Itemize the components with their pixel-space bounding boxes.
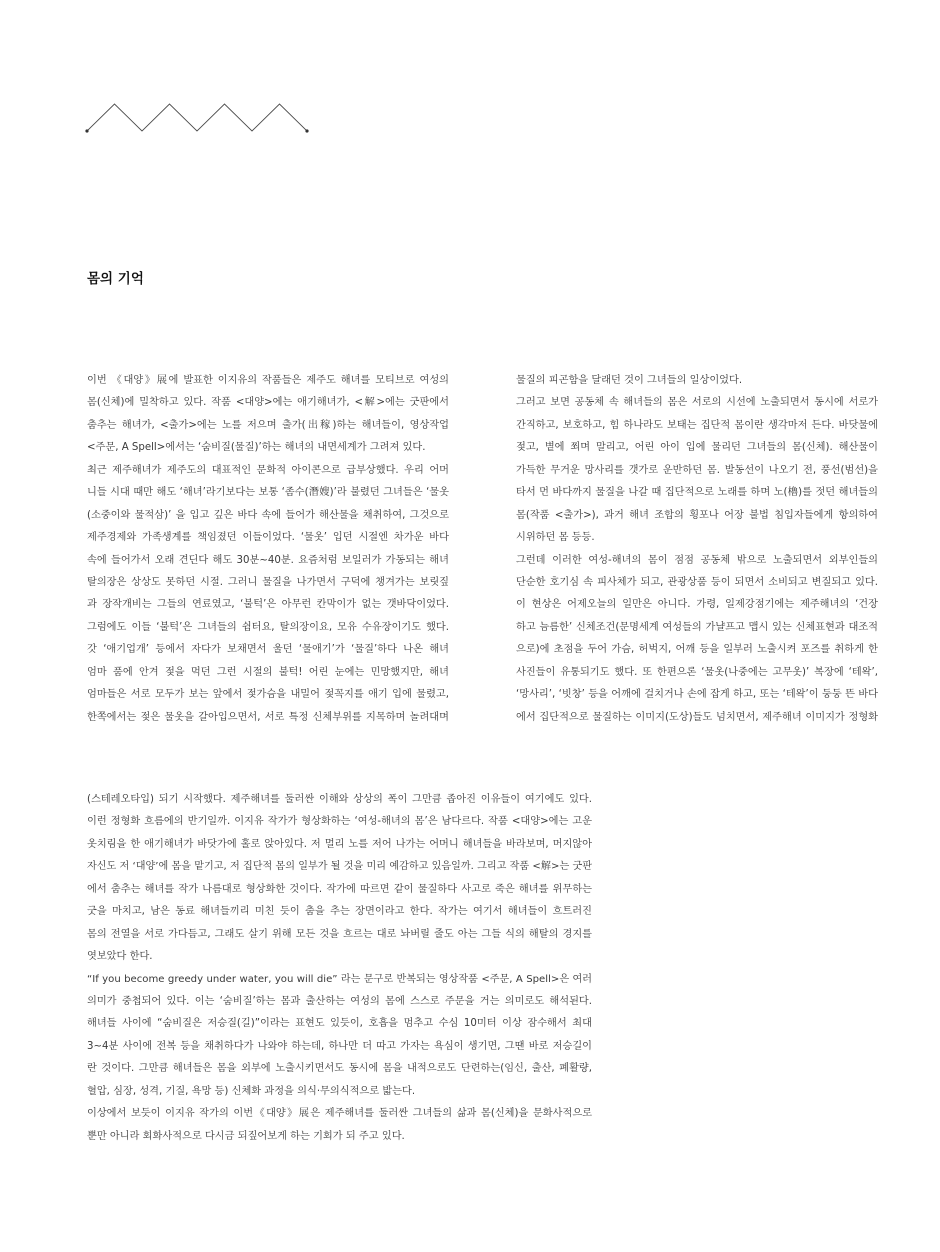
text-line: 자신도 저 ‘대양’에 몸을 맡기고, 저 집단적 몸의 일부가 될 것을 미리 예감하고 있음일까. 그리고 작품 <解>는 굿판 <box>87 861 592 873</box>
text-line: 해녀들 사이에 “숨비질은 저승질(길)”이라는 표현도 있듯이, 호흡을 멈추고 수심 10미터 이상 잠수해서 최대 <box>87 1018 592 1030</box>
text-line: 엄마들은 서로 모두가 보는 앞에서 젖가슴을 내밀어 젖꼭지를 애기 입에 물렸고, <box>87 689 449 701</box>
text-line: 엄마 품에 안겨 젖을 먹던 그런 시절의 불턱! 어린 눈에는 민망했지만, 해녀 <box>87 666 449 678</box>
text-line: 사진들이 유통되기도 했다. 또 한편으론 ‘물옷(나중에는 고무옷)’ 복장에 ‘테왁’, <box>516 666 878 678</box>
text-line: 몸(작품 <출가>), 과거 해녀 조합의 횡포나 어장 불법 침입자들에게 항의하여 <box>516 509 878 521</box>
text-line: 니들 시대 때만 해도 ‘해녀’라기보다는 보통 ‘좀수(潛嫂)’라 불렸던 그녀들은 ‘물옷 <box>87 487 449 499</box>
text-line: “If you become greedy under water, you will die” 라는 문구로 반복되는 영상작품 <주문, A Spell>은 여러 <box>87 973 592 985</box>
text-line: 란 것이다. 그만큼 해녀들은 몸을 외부에 노출시키면서도 동시에 몸을 내적으로도 단련하는(임신, 출산, 폐활량, <box>87 1063 592 1075</box>
text-line: 간직하고, 보호하고, 힘 하나라도 보태는 집단적 몸이란 생각마저 든다. 바닷물에 <box>516 419 878 431</box>
text-line: 으로)에 초점을 두어 가슴, 허벅지, 어깨 등을 일부러 노출시켜 포즈를 취하게 한 <box>516 644 878 656</box>
text-line: 과 장작개비는 그들의 연료였고, ‘불턱’은 아무런 칸막이가 없는 갯바닥이었다. <box>87 599 449 611</box>
text-column-right <box>516 370 878 729</box>
text-line: 물질의 피곤함을 달래던 것이 그녀들의 일상이었다. <box>516 375 743 386</box>
text-line: 탈의장은 상상도 못하던 시절. 그러니 물질을 나가면서 구덕에 챙겨가는 보릿짚 <box>87 576 449 588</box>
text-line: 그러고 보면 공동체 속 해녀들의 몸은 서로의 시선에 노출되면서 동시에 서로가 <box>516 397 878 409</box>
zigzag-end-dot <box>305 129 308 132</box>
text-line: 3~4분 사이에 전복 등을 채취하다가 나와야 하는데, 하나만 더 따고 가자는 욕심이 생기면, 그땐 바로 저승길이 <box>87 1040 592 1052</box>
text-line: (스테레오타입) 되기 시작했다. 제주해녀를 둘러싼 이해와 상상의 폭이 그만큼 좁아진 이유들이 여기에도 있다. <box>87 794 592 805</box>
text-column-left <box>87 370 449 729</box>
text-line: 시위하던 몸 등등. <box>516 532 595 544</box>
text-line: 춤추는 해녀가, <출가>에는 노를 저으며 출가(出稼)하는 해녀들이, 영상작업 <box>87 419 449 431</box>
text-line: 타서 먼 바다까지 물질을 나갈 때 집단적으로 노래를 하며 노(櫓)를 젓던 해녀들의 <box>516 487 878 499</box>
text-line: 몸의 전열을 서로 가다듬고, 그래도 살기 위해 모든 것을 흐르는 대로 놔버릴 줄도 아는 그들 식의 해탈의 경지를 <box>87 928 592 940</box>
text-line: 한쪽에서는 젖은 물옷을 갈아입으면서, 서로 특정 신체부위를 지목하며 놀려대며 <box>87 711 449 723</box>
zigzag-line <box>87 104 307 131</box>
text-line: 그런데 이러한 여성-해녀의 몸이 점점 공동체 밖으로 노출되면서 외부인들의 <box>516 554 878 566</box>
text-line: 이번 《대양》展에 발표한 이지유의 작품들은 제주도 해녀를 모티브로 여성의 <box>87 375 449 386</box>
zigzag-ornament <box>84 100 312 136</box>
text-line: 굿을 마치고, 남은 동료 해녀들끼리 미친 듯이 춤을 추는 장면이라고 한다. 작가는 여기서 해녀들이 흐트러진 <box>87 906 592 918</box>
text-line: 그럼에도 이들 ‘불턱’은 그녀들의 쉼터요, 탈의장이요, 모유 수유장이기도 했다. <box>87 621 449 633</box>
text-line: 이런 정형화 흐름에의 반기일까. 이지유 작가가 형상화하는 ‘여성-해녀의 몸’은 남다르다. 작품 <대양>에는 고운 <box>87 816 592 828</box>
text-line: ‘망사리’, ‘빗창’ 등을 어깨에 걸치거나 손에 잡게 하고, 또는 ‘테왁’이 둥둥 뜬 바다 <box>516 689 878 701</box>
text-line: 최근 제주해녀가 제주도의 대표적인 문화적 아이콘으로 급부상했다. 우리 어머 <box>87 464 449 476</box>
text-line: 하고 늠름한’ 신체조건(문명세계 여성들의 가냘프고 맵시 있는 신체표현과 대조적 <box>516 621 878 633</box>
text-line: 이상에서 보듯이 이지유 작가의 이번《대양》展은 제주해녀를 둘러싼 그녀들의 삶과 몸(신체)을 문화사적으로 <box>87 1108 592 1120</box>
text-line: 의미가 중첩되어 있다. 이는 ‘숨비질’하는 몸과 출산하는 여성의 몸에 스스로 주문을 거는 의미로도 해석된다. <box>87 995 592 1007</box>
zigzag-start-dot <box>85 129 88 132</box>
text-line: 에서 집단적으로 물질하는 이미지(도상)들도 넘치면서, 제주해녀 이미지가 정형화 <box>516 711 878 723</box>
text-line: <주문, A Spell>에서는 ‘숨비질(물질)’하는 해녀의 내면세계가 그려져 있다. <box>87 442 426 454</box>
text-line: 에서 춤추는 해녀를 작가 나름대로 형상화한 것이다. 작가에 따르면 같이 물질하다 사고로 죽은 해녀를 위무하는 <box>87 883 592 895</box>
section-heading: 몸의 기억 <box>87 271 144 287</box>
text-line: 혈압, 심장, 성격, 기질, 욕망 등) 신체화 과정을 의식·무의식적으로 밟는다. <box>87 1085 416 1097</box>
text-line: 엿보았다 한다. <box>87 951 153 963</box>
text-line: 젖고, 볕에 쬐며 말리고, 어린 아이 입에 물리던 그녀들의 몸(신체). 해산물이 <box>516 442 878 454</box>
text-line: (소중이와 물적삼)’ 을 입고 깊은 바다 속에 들어가 해산물을 채취하여, 그것으로 <box>87 509 449 521</box>
text-line: 몸(신체)에 밀착하고 있다. 작품 <대양>에는 애기해녀가, <解>에는 굿판에서 <box>87 397 449 409</box>
text-line: 이 현상은 어제오늘의 일만은 아니다. 가령, 일제강점기에는 제주해녀의 ‘건장 <box>516 599 878 611</box>
text-line: 속에 들어가서 오래 견딘다 해도 30분~40분. 요즘처럼 보일러가 가동되는 해녀 <box>87 554 449 566</box>
text-line: 옷치림을 한 애기해녀가 바닷가에 홀로 앉아있다. 저 멀리 노를 저어 나가는 어머니 해녀들을 바라보며, 머지않아 <box>87 838 592 850</box>
text-line: 뿐만 아니라 회화사적으로 다시금 되짚어보게 하는 기회가 되 주고 있다. <box>87 1130 405 1142</box>
text-line: 갓 ‘애기업개’ 등에서 자다가 보채면서 울던 ‘물애기’가 ‘물질’하다 나온 해녀 <box>87 644 449 656</box>
text-line: 제주경제와 가족생계를 책임졌던 이들이었다. ‘물옷’ 입던 시절엔 차가운 바다 <box>87 532 449 544</box>
text-line: 가득한 무거운 망사리를 갯가로 운반하던 몸. 발동선이 나오기 전, 풍선(범선)을 <box>516 464 878 476</box>
text-line: 단순한 호기심 속 피사체가 되고, 관광상품 등이 되면서 소비되고 변질되고 있다. <box>516 576 878 588</box>
text-column-bottom <box>87 789 592 1148</box>
